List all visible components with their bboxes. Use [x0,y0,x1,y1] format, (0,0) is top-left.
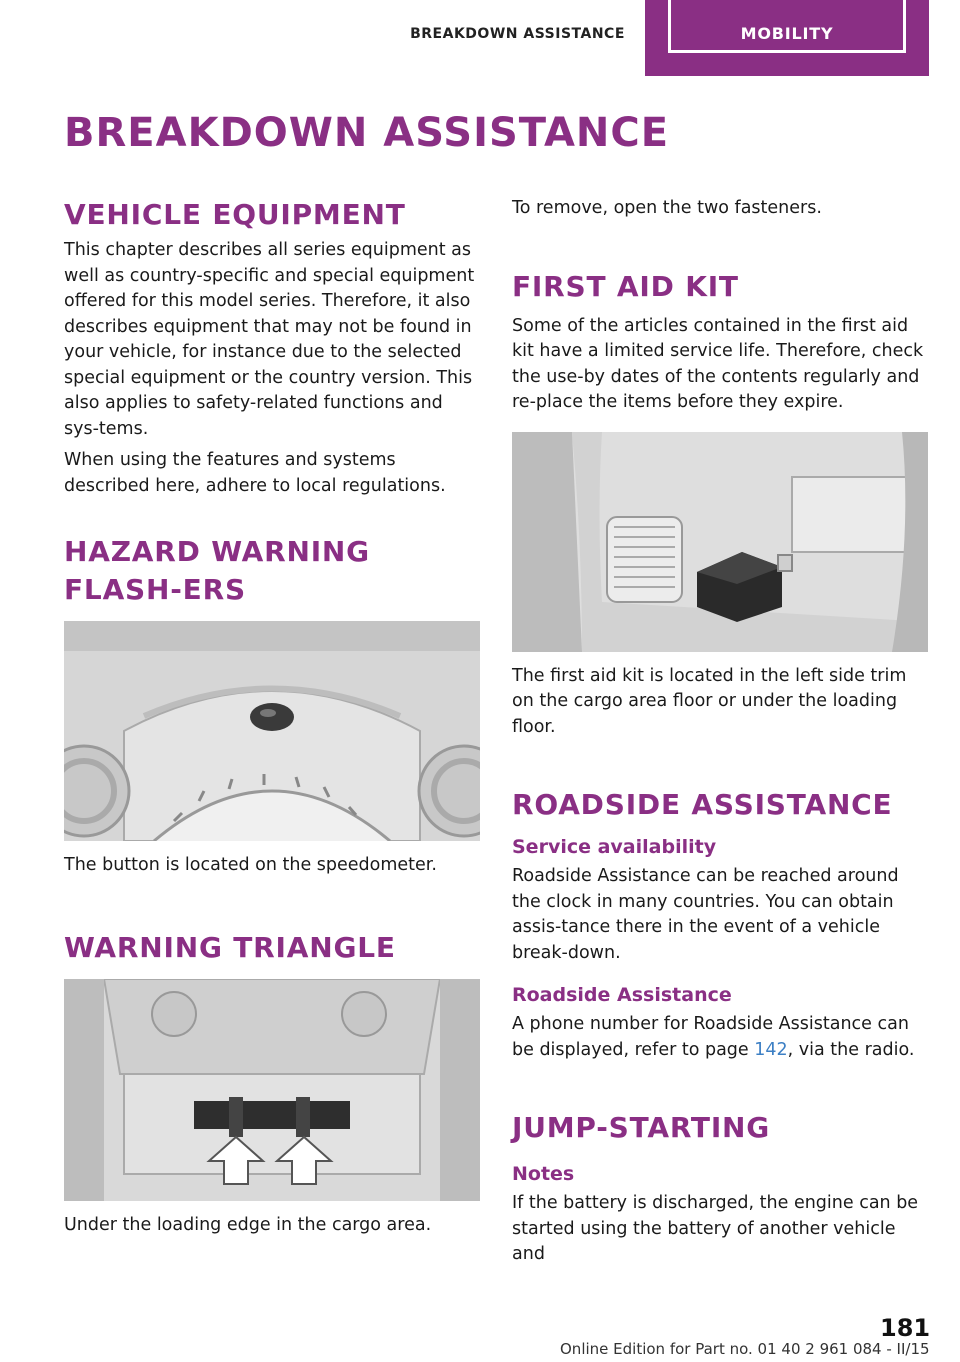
hazard-button-figure [64,621,480,841]
roadside-text-after-link: , via the radio. [787,1039,915,1060]
chapter-tab-label[interactable]: MOBILITY [740,24,834,43]
page-reference-link[interactable]: 142 [754,1039,788,1060]
paragraph-first-aid: Some of the articles contained in the first aid kit have a limited service life. Therefore, check the use-by dates of the contents regularly and re-place the items before they expire. [512,315,924,412]
first-aid-illustration [512,432,928,652]
footer-edition: Online Edition for Part no. 01 40 2 961 084 - II/15 [560,1340,930,1358]
subheading-roadside-assistance: Roadside Assistance [512,984,732,1006]
warning-triangle-figure [64,979,480,1201]
cargo-area-illustration [64,979,480,1201]
paragraph-roadside-phone [512,1012,928,1063]
heading-jump-starting: JUMP-STARTING [512,1111,771,1144]
caption-first-aid: The first aid kit is located in the left side trim on the cargo area floor or under the loading floor. [512,665,907,737]
caption-warning-triangle: Under the loading edge in the cargo area. [64,1214,432,1235]
heading-warning-triangle: WARNING TRIANGLE [64,930,396,964]
heading-first-aid-kit: FIRST AID KIT [512,269,739,303]
first-aid-kit-figure [512,432,928,652]
paragraph-jump-starting: If the battery is discharged, the engine can be started using the battery of another vehicle and [512,1193,919,1264]
subheading-notes: Notes [512,1163,575,1185]
caption-hazard: The button is located on the speedometer. [64,855,437,875]
left-column [64,196,480,1238]
paragraph-service-availability: Roadside Assistance can be reached around the clock in many countries. You can obtain assis-tance there in the event of a vehicle break-down. [512,866,899,963]
page-number: 181 [880,1314,931,1342]
paragraph-remove-fasteners: To remove, open the two fasteners. [512,198,822,218]
heading-hazard-warning: HAZARD WARNING FLASH-ERS [64,535,370,606]
right-column [512,196,928,1268]
subheading-service-availability: Service availability [512,836,717,858]
heading-roadside-assistance: ROADSIDE ASSISTANCE [512,788,893,821]
paragraph-vehicle-equipment-2: When using the features and systems described here, adhere to local regulations. [64,450,446,496]
paragraph-vehicle-equipment-1: This chapter describes all series equipment as well as country-specific and special equipment offered for this model series. Therefore, it also describes equipment that may not be found in your vehicle, for instance due to the selected special equipment or the country version. This also applies to safety-related functions and sys-tems. [64,240,475,439]
heading-vehicle-equipment: VEHICLE EQUIPMENT [64,198,406,231]
roadside-text-before-link: A phone number for Roadside Assistance can be displayed, refer to page [512,1014,909,1060]
running-header-section: BREAKDOWN ASSISTANCE [410,26,625,42]
speedometer-illustration [64,621,480,841]
page-title: BREAKDOWN ASSISTANCE [64,110,670,156]
